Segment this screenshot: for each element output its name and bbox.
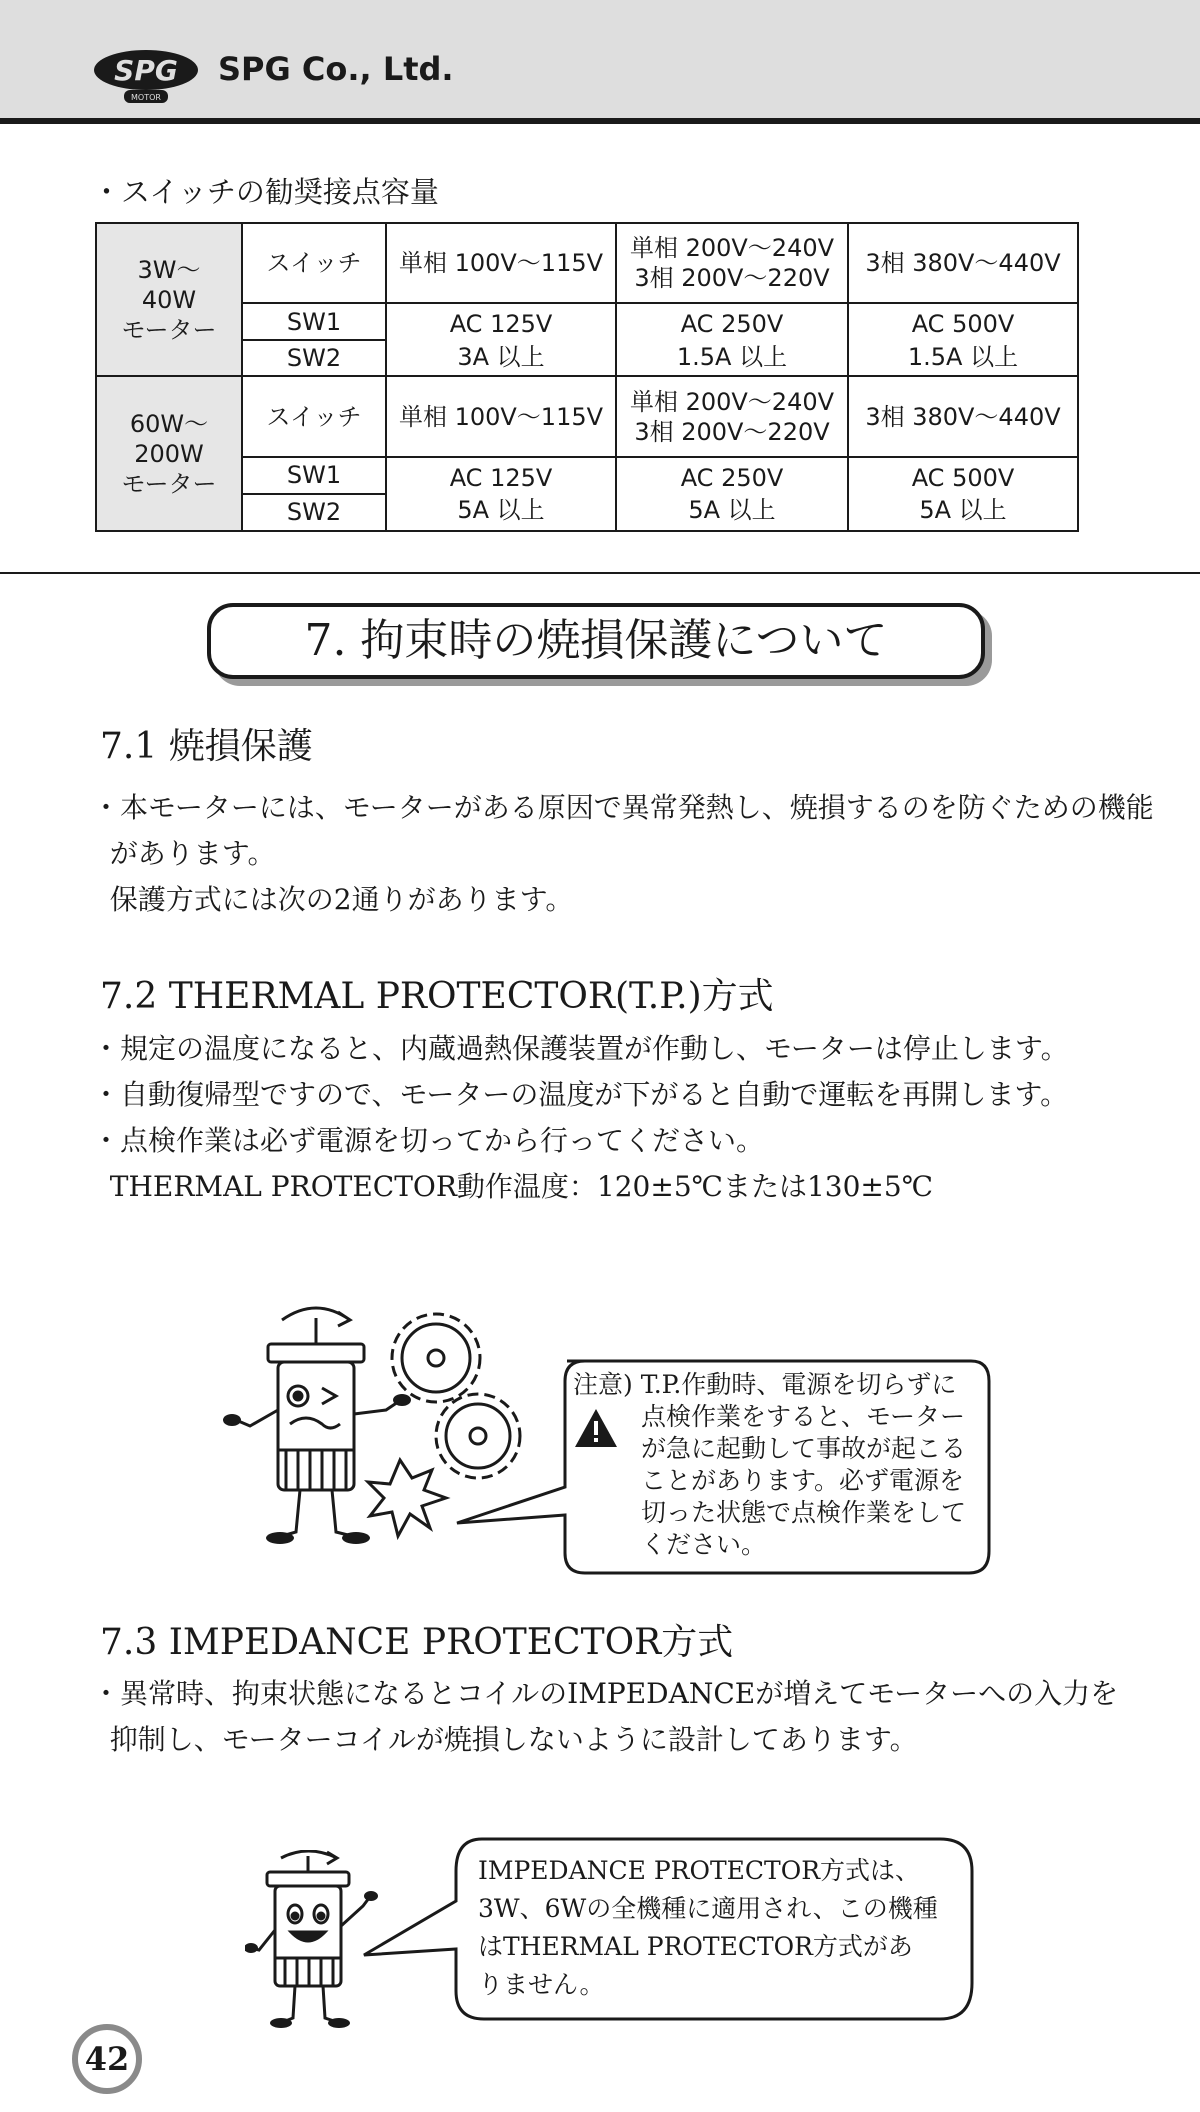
company-name: SPG Co., Ltd. [218,50,454,88]
motor-line: モーター [121,469,217,498]
switch-header-cell: スイッチ [242,376,386,456]
section-7-3-body [92,1671,1118,1763]
capacity-current: 5A 以上 [919,496,1007,525]
capacity-voltage: AC 500V [911,310,1015,339]
body-line: ・点検作業は必ず電源を切ってから行ってください。 [92,1124,765,1157]
capacity-voltage: AC 125V [449,310,553,339]
motor-line: 3W～ [137,255,201,284]
caution-lead: 注意) T.P.作動時、電源を切らずに [573,1370,957,1399]
rating-header-cell [386,376,616,456]
rating-header-cell [616,223,848,303]
caution-line: 点検作業をすると、モーター [641,1402,966,1431]
caution-body [641,1401,966,1561]
sw1-cell: SW1 [242,303,386,340]
rating-header-line: 3相 200V～220V [634,264,830,293]
rating-header-cell [848,376,1078,456]
sw2-cell: SW2 [242,340,386,376]
caution-line: ことがあります。必ず電源を [641,1466,965,1495]
capacity-current: 5A 以上 [688,496,776,525]
motor-line: 60W～ [129,409,209,438]
capacity-cell [386,457,616,531]
caution-line: 切った状態で点検作業をして [641,1498,967,1527]
caution-note [573,1363,993,1573]
section-heading-7-1: 7.1 焼損保護 [100,726,313,767]
rating-header-cell [616,376,848,456]
capacity-voltage: AC 500V [911,463,1015,492]
impedance-line: りません。 [478,1970,605,1999]
capacity-voltage: AC 125V [449,463,553,492]
motor-line: 40W [141,285,197,314]
capacity-cell [616,303,848,376]
capacity-current: 5A 以上 [457,496,545,525]
rating-header-line: 単相 200V～240V [629,387,835,416]
rating-header-cell [386,223,616,303]
caution-line: が急に起動して事故が起こる [641,1434,967,1463]
logo-text: SPG [114,54,178,87]
body-line: ・異常時、拘束状態になるとコイルのIMPEDANCEが増えてモーターへの入力を [92,1677,1119,1710]
warning-triangle-icon [573,1407,619,1449]
rating-header-line: 単相 200V～240V [629,234,835,263]
body-line: があります。 [92,837,276,870]
section-7-2-body [92,1026,1069,1210]
spg-logo-icon [90,44,202,106]
switch-capacity-table [95,222,1079,532]
motor-line: 200W [134,439,204,468]
caution-line: ください。 [641,1530,767,1559]
sw2-cell: SW2 [242,494,386,531]
capacity-cell [848,303,1078,376]
body-line: ・本モーターには、モーターがある原因で異常発熱し、焼損するのを防ぐための機能 [92,791,1154,824]
body-line: ・規定の温度になると、内蔵過熱保護装置が作動し、モーターは停止します。 [92,1032,1069,1065]
section-heading-7-3: 7.3 IMPEDANCE PROTECTOR方式 [100,1622,734,1663]
switch-header-cell: スイッチ [242,223,386,303]
body-line: 抑制し、モーターコイルが焼損しないように設計してあります。 [92,1723,918,1756]
rating-header-line: 3相 380V～440V [865,249,1061,278]
motor-group-cell [96,376,242,531]
capacity-cell [386,303,616,376]
capacity-cell [848,457,1078,531]
body-line: ・自動復帰型ですので、モーターの温度が下がると自動で運転を再開します。 [92,1078,1069,1111]
capacity-current: 3A 以上 [457,342,545,371]
capacity-voltage: AC 250V [680,310,784,339]
section-7-1-body [92,785,1154,923]
rating-header-line: 単相 100V～115V [398,249,604,278]
motor-line: モーター [121,315,217,344]
capacity-voltage: AC 250V [680,463,784,492]
impedance-line: IMPEDANCE PROTECTOR方式は、 [478,1856,921,1885]
rating-header-line: 3相 200V～220V [634,417,830,446]
chapter-title: 7. 拘束時の焼損保護について [207,603,985,679]
rating-header-cell [848,223,1078,303]
impedance-note [478,1852,968,2004]
sw1-cell: SW1 [242,457,386,494]
table-caption: ・スイッチの勧奨接点容量 [92,175,439,209]
impedance-line: 3W、6Wの全機種に適用され、この機種 [478,1894,938,1923]
page-number: 42 [72,2024,142,2094]
rating-header-line: 単相 100V～115V [398,402,604,431]
body-line: THERMAL PROTECTOR動作温度：120±5℃または130±5℃ [92,1170,934,1203]
section-heading-7-2: 7.2 THERMAL PROTECTOR(T.P.)方式 [100,976,774,1017]
capacity-current: 1.5A 以上 [907,342,1019,371]
capacity-current: 1.5A 以上 [676,342,788,371]
rating-header-line: 3相 380V～440V [865,402,1061,431]
logo-sub-text: MOTOR [131,93,161,102]
motor-group-cell [96,223,242,376]
capacity-cell [616,457,848,531]
section-divider [0,572,1200,574]
impedance-line: はTHERMAL PROTECTOR方式があ [478,1932,913,1961]
page-header [0,0,1200,124]
body-line: 保護方式には次の2通りがあります。 [92,883,574,916]
